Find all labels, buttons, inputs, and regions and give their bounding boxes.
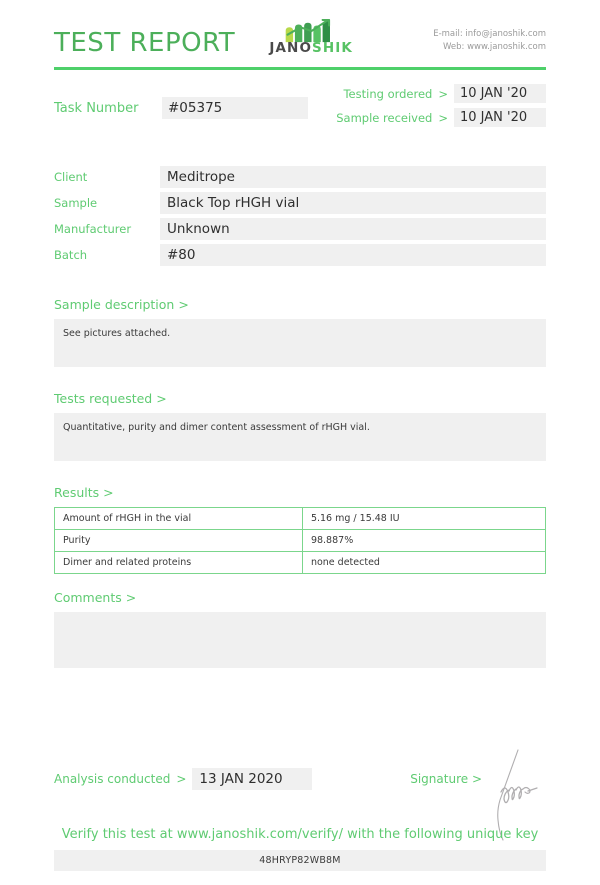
info-label-batch: Batch bbox=[54, 248, 88, 262]
result-name-dimer: Dimer and related proteins bbox=[55, 552, 303, 574]
task-number-label: Task Number bbox=[54, 100, 139, 116]
testing-ordered-row bbox=[336, 84, 546, 103]
sample-info-block bbox=[54, 166, 546, 266]
comments-heading: Comments > bbox=[54, 590, 137, 605]
result-name-amount: Amount of rHGH in the vial bbox=[55, 508, 303, 530]
sample-description-text: See pictures attached. bbox=[54, 319, 546, 367]
info-label-client: Client bbox=[54, 170, 88, 184]
verify-footer bbox=[54, 827, 546, 871]
info-value-batch: #80 bbox=[160, 244, 546, 266]
results-table bbox=[54, 507, 546, 574]
info-label-sample: Sample bbox=[54, 196, 98, 210]
verify-unique-key: 48HRYP82WB8M bbox=[54, 850, 546, 871]
table-row bbox=[55, 508, 546, 530]
task-number-group bbox=[54, 84, 308, 132]
logo-text-shik: SHIK bbox=[312, 39, 353, 56]
analysis-conducted-chevron: > bbox=[176, 772, 187, 786]
info-row-manufacturer bbox=[54, 218, 546, 240]
comments-section bbox=[54, 590, 546, 668]
sample-received-chevron: > bbox=[438, 110, 448, 125]
verify-text: Verify this test at www.janoshik.com/verify/ with the following unique key bbox=[61, 827, 539, 842]
task-section bbox=[54, 84, 546, 132]
result-value-purity: 98.887% bbox=[302, 530, 545, 552]
result-name-purity: Purity bbox=[55, 530, 303, 552]
results-section bbox=[54, 485, 546, 574]
tests-requested-text: Quantitative, purity and dimer content assessment of rHGH vial. bbox=[54, 413, 546, 461]
contact-email: E-mail: info@janoshik.com bbox=[433, 28, 546, 39]
testing-ordered-label: Testing ordered bbox=[343, 86, 433, 101]
contact-info bbox=[433, 28, 546, 56]
info-row-client bbox=[54, 166, 546, 188]
result-value-amount: 5.16 mg / 15.48 IU bbox=[302, 508, 545, 530]
table-row bbox=[55, 530, 546, 552]
analysis-conducted-label: Analysis conducted bbox=[54, 772, 171, 786]
contact-web: Web: www.janoshik.com bbox=[443, 41, 546, 52]
tests-requested-heading: Tests requested > bbox=[54, 391, 167, 406]
report-header bbox=[54, 0, 546, 56]
info-row-batch bbox=[54, 244, 546, 266]
task-number-value: #05375 bbox=[162, 97, 308, 119]
results-heading: Results > bbox=[54, 485, 114, 500]
page-title: TEST REPORT bbox=[54, 28, 236, 58]
header-divider bbox=[54, 67, 546, 70]
sample-received-label: Sample received bbox=[336, 110, 433, 125]
info-row-sample bbox=[54, 192, 546, 214]
logo-wordmark bbox=[263, 39, 359, 56]
janoshik-logo bbox=[263, 19, 359, 56]
analysis-signature-section bbox=[54, 714, 546, 844]
sample-description-section bbox=[54, 297, 546, 367]
sample-received-row bbox=[336, 108, 546, 127]
sample-description-heading: Sample description > bbox=[54, 297, 189, 312]
testing-ordered-chevron: > bbox=[438, 86, 448, 101]
info-value-manufacturer: Unknown bbox=[160, 218, 546, 240]
dates-group bbox=[336, 84, 546, 132]
signature-group bbox=[410, 714, 546, 844]
testing-ordered-value: 10 JAN '20 bbox=[454, 84, 546, 103]
sample-received-value: 10 JAN '20 bbox=[454, 108, 546, 127]
info-value-client: Meditrope bbox=[160, 166, 546, 188]
table-row bbox=[55, 552, 546, 574]
info-value-sample: Black Top rHGH vial bbox=[160, 192, 546, 214]
comments-text bbox=[54, 612, 546, 668]
info-label-manufacturer: Manufacturer bbox=[54, 222, 132, 236]
result-value-dimer: none detected bbox=[302, 552, 545, 574]
logo-text-jano: JANO bbox=[269, 39, 313, 56]
tests-requested-section bbox=[54, 391, 546, 461]
signature-label: Signature > bbox=[410, 772, 482, 786]
analysis-conducted-value: 13 JAN 2020 bbox=[192, 768, 312, 790]
